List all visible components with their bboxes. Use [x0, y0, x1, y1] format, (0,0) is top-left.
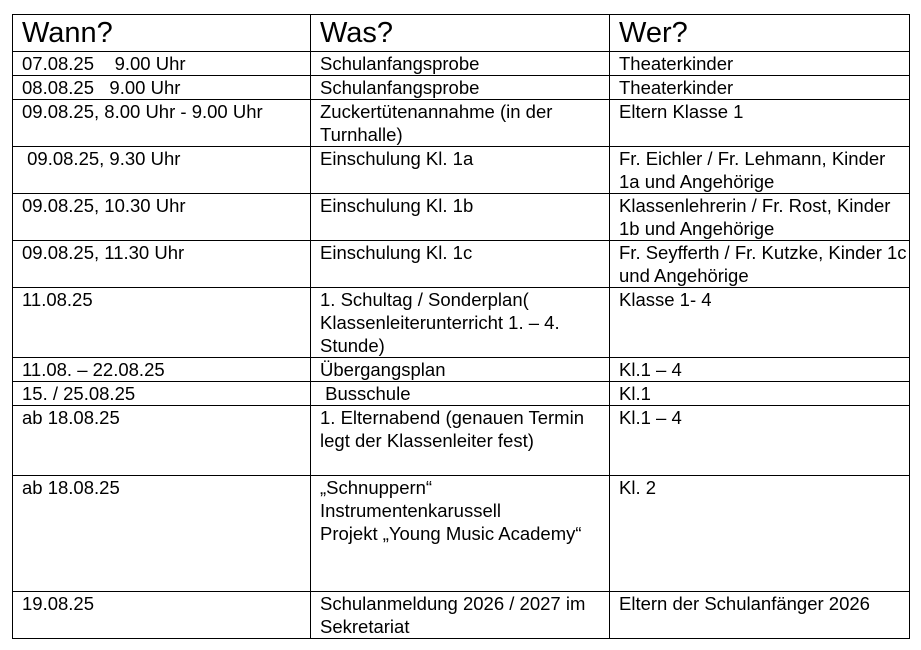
- cell-wer: Theaterkinder: [610, 76, 910, 100]
- cell-was: Einschulung Kl. 1a: [311, 147, 610, 194]
- cell-wann: 09.08.25, 8.00 Uhr - 9.00 Uhr: [13, 100, 311, 147]
- cell-wann: 08.08.25 9.00 Uhr: [13, 76, 311, 100]
- table-row: [13, 194, 910, 241]
- cell-wann: 09.08.25, 10.30 Uhr: [13, 194, 311, 241]
- table-row: [13, 592, 910, 639]
- table-row: [13, 52, 910, 76]
- cell-was: Übergangsplan: [311, 358, 610, 382]
- header-wann: Wann?: [13, 15, 311, 52]
- cell-was: Schulanfangsprobe: [311, 52, 610, 76]
- cell-was: 1. Schultag / Sonderplan( Klassenleiterunterricht 1. – 4. Stunde): [311, 288, 610, 358]
- cell-wer: Kl. 2: [610, 476, 910, 592]
- cell-wer: Kl.1: [610, 382, 910, 406]
- cell-wann: 09.08.25, 11.30 Uhr: [13, 241, 311, 288]
- cell-was: „Schnuppern“ Instrumentenkarussell Projekt „Young Music Academy“: [311, 476, 610, 592]
- cell-wer: Klasse 1- 4: [610, 288, 910, 358]
- cell-was: Einschulung Kl. 1c: [311, 241, 610, 288]
- header-row: [13, 15, 910, 52]
- cell-wer: Theaterkinder: [610, 52, 910, 76]
- cell-wann: 09.08.25, 9.30 Uhr: [13, 147, 311, 194]
- cell-was: Schulanfangsprobe: [311, 76, 610, 100]
- table-row: [13, 358, 910, 382]
- cell-wer: Eltern der Schulanfänger 2026: [610, 592, 910, 639]
- cell-was: 1. Elternabend (genauen Termin legt der Klassenleiter fest): [311, 406, 610, 476]
- table-row: [13, 76, 910, 100]
- cell-wer: Fr. Seyfferth / Fr. Kutzke, Kinder 1c und Angehörige: [610, 241, 910, 288]
- cell-was: Busschule: [311, 382, 610, 406]
- cell-wann: 19.08.25: [13, 592, 311, 639]
- cell-wann: 11.08.25: [13, 288, 311, 358]
- header-was: Was?: [311, 15, 610, 52]
- cell-was: Einschulung Kl. 1b: [311, 194, 610, 241]
- schedule-table: [12, 14, 910, 639]
- table-row: [13, 241, 910, 288]
- header-wer: Wer?: [610, 15, 910, 52]
- cell-wann: 07.08.25 9.00 Uhr: [13, 52, 311, 76]
- cell-wann: 15. / 25.08.25: [13, 382, 311, 406]
- cell-wer: Kl.1 – 4: [610, 406, 910, 476]
- table-row: [13, 406, 910, 476]
- table-row: [13, 476, 910, 592]
- cell-wer: Eltern Klasse 1: [610, 100, 910, 147]
- cell-wer: Fr. Eichler / Fr. Lehmann, Kinder 1a und Angehörige: [610, 147, 910, 194]
- cell-wann: ab 18.08.25: [13, 476, 311, 592]
- cell-was: Zuckertütenannahme (in der Turnhalle): [311, 100, 610, 147]
- cell-was: Schulanmeldung 2026 / 2027 im Sekretariat: [311, 592, 610, 639]
- table-row: [13, 147, 910, 194]
- cell-wer: Kl.1 – 4: [610, 358, 910, 382]
- table-row: [13, 382, 910, 406]
- table-row: [13, 288, 910, 358]
- cell-wann: ab 18.08.25: [13, 406, 311, 476]
- cell-wer: Klassenlehrerin / Fr. Rost, Kinder 1b und Angehörige: [610, 194, 910, 241]
- table-row: [13, 100, 910, 147]
- cell-wann: 11.08. – 22.08.25: [13, 358, 311, 382]
